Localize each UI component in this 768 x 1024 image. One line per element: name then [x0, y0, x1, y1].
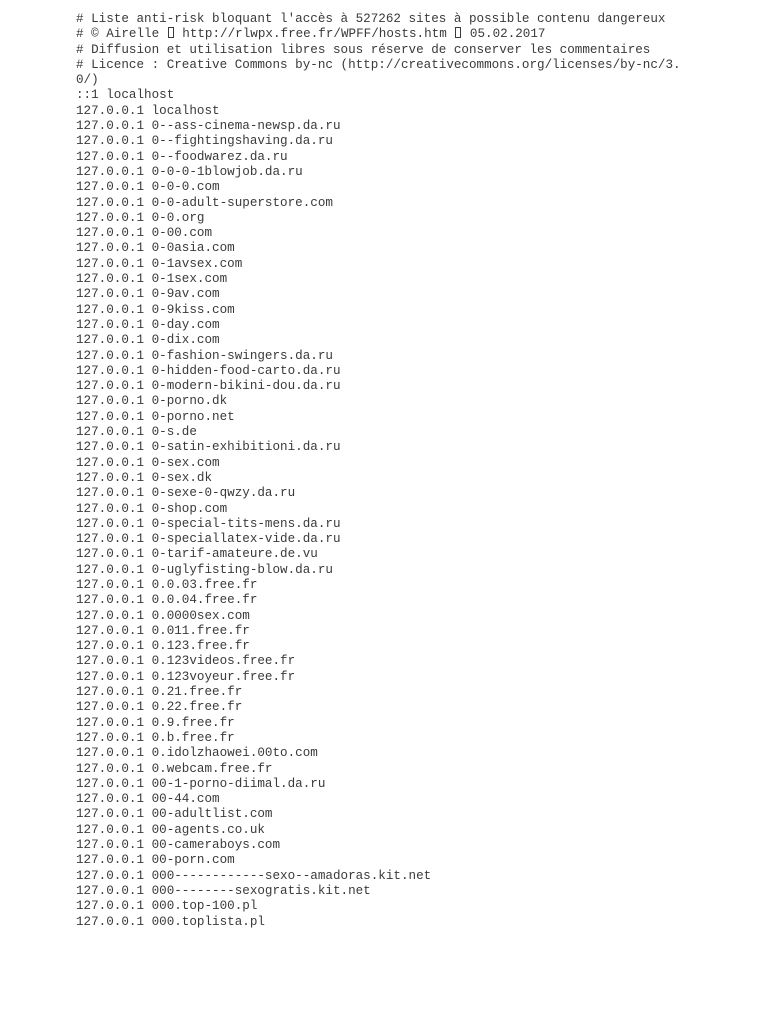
hosts-entry: 127.0.0.1 0.123voyeur.free.fr	[76, 669, 296, 684]
hosts-entry: 127.0.0.1 000.top-100.pl	[76, 899, 258, 914]
hosts-entry: 127.0.0.1 000.toplista.pl	[76, 914, 265, 929]
hosts-entry: 127.0.0.1 0-dix.com	[76, 333, 220, 348]
hosts-entry: 127.0.0.1 0-porno.net	[76, 409, 235, 424]
hosts-entry: 127.0.0.1 0-00.com	[76, 226, 213, 241]
hosts-entry: 127.0.0.1 000------------sexo--amadoras.kit.net	[76, 868, 432, 883]
hosts-entry: 127.0.0.1 00-adultlist.com	[76, 807, 273, 822]
hosts-entry: 127.0.0.1 localhost	[76, 103, 220, 118]
hosts-entry: 127.0.0.1 0--foodwarez.da.ru	[76, 149, 288, 164]
missing-glyph-icon	[168, 27, 174, 38]
hosts-entry: 127.0.0.1 0.123videos.free.fr	[76, 654, 296, 669]
hosts-entry: 127.0.0.1 00-agents.co.uk	[76, 822, 265, 837]
hosts-entry: 127.0.0.1 0.webcam.free.fr	[76, 761, 273, 776]
hosts-entry: 127.0.0.1 0-sexe-0-qwzy.da.ru	[76, 486, 296, 501]
header-line-license-cont: 0/)	[76, 73, 99, 88]
hosts-entry: 127.0.0.1 0-special-tits-mens.da.ru	[76, 516, 341, 531]
header-url: http://rlwpx.free.fr/WPFF/hosts.htm	[174, 27, 455, 42]
hosts-entry: 127.0.0.1 0-shop.com	[76, 501, 228, 516]
hosts-entry: 127.0.0.1 0-9av.com	[76, 287, 220, 302]
header-line-usage: # Diffusion et utilisation libres sous réserve de conserver les commentaires	[76, 42, 651, 57]
hosts-entry: 127.0.0.1 0-modern-bikini-dou.da.ru	[76, 379, 341, 394]
hosts-entry-list	[76, 88, 676, 929]
hosts-entry: 127.0.0.1 0.0.03.free.fr	[76, 577, 258, 592]
hosts-entry: 127.0.0.1 0.9.free.fr	[76, 715, 235, 730]
hosts-entry: 127.0.0.1 0-1avsex.com	[76, 256, 243, 271]
hosts-entry: 127.0.0.1 0-speciallatex-vide.da.ru	[76, 532, 341, 547]
hosts-entry: 127.0.0.1 0.0.04.free.fr	[76, 593, 258, 608]
hosts-entry: 127.0.0.1 0-sex.dk	[76, 470, 213, 485]
hosts-entry: 127.0.0.1 0-sex.com	[76, 455, 220, 470]
hosts-entry: 127.0.0.1 0.b.free.fr	[76, 730, 235, 745]
missing-glyph-icon	[455, 27, 461, 38]
hosts-entry: ::1 localhost	[76, 88, 175, 103]
hosts-document	[76, 12, 681, 930]
header-line-source	[76, 27, 676, 42]
hosts-entry: 127.0.0.1 000--------sexogratis.kit.net	[76, 883, 371, 898]
hosts-entry: 127.0.0.1 0-hidden-food-carto.da.ru	[76, 363, 341, 378]
hosts-entry: 127.0.0.1 0.21.free.fr	[76, 685, 243, 700]
hosts-entry: 127.0.0.1 00-porn.com	[76, 853, 235, 868]
hosts-entry: 127.0.0.1 0-porno.dk	[76, 394, 228, 409]
hosts-entry: 127.0.0.1 0-fashion-swingers.da.ru	[76, 348, 333, 363]
hosts-entry: 127.0.0.1 0-1sex.com	[76, 272, 228, 287]
header-author: # © Airelle	[76, 27, 167, 42]
hosts-entry: 127.0.0.1 0-0asia.com	[76, 241, 235, 256]
hosts-entry: 127.0.0.1 0.011.free.fr	[76, 623, 250, 638]
hosts-entry: 127.0.0.1 0--ass-cinema-newsp.da.ru	[76, 119, 341, 134]
hosts-entry: 127.0.0.1 0.123.free.fr	[76, 639, 250, 654]
hosts-entry: 127.0.0.1 0-uglyfisting-blow.da.ru	[76, 562, 333, 577]
hosts-entry: 127.0.0.1 0-s.de	[76, 425, 197, 440]
header-line-license: # Licence : Creative Commons by-nc (http://creativecommons.org/licenses/by-nc/3.	[76, 57, 681, 72]
hosts-entry: 127.0.0.1 00-cameraboys.com	[76, 838, 281, 853]
hosts-entry: 127.0.0.1 0.0000sex.com	[76, 608, 250, 623]
hosts-entry: 127.0.0.1 00-1-porno-diimal.da.ru	[76, 776, 326, 791]
hosts-entry: 127.0.0.1 0-9kiss.com	[76, 302, 235, 317]
hosts-entry: 127.0.0.1 0-0-0-1blowjob.da.ru	[76, 164, 303, 179]
header-date: 05.02.2017	[462, 27, 546, 42]
hosts-entry: 127.0.0.1 0.22.free.fr	[76, 700, 243, 715]
hosts-entry: 127.0.0.1 0-day.com	[76, 317, 220, 332]
hosts-entry: 127.0.0.1 0-0-adult-superstore.com	[76, 195, 333, 210]
hosts-entry: 127.0.0.1 0-tarif-amateure.de.vu	[76, 547, 318, 562]
hosts-entry: 127.0.0.1 00-44.com	[76, 792, 220, 807]
hosts-entry: 127.0.0.1 0-0.org	[76, 210, 205, 225]
header-line-title: # Liste anti-risk bloquant l'accès à 527262 sites à possible contenu dangereux	[76, 12, 666, 26]
hosts-entry: 127.0.0.1 0.idolzhaowei.00to.com	[76, 746, 318, 761]
hosts-entry: 127.0.0.1 0--fightingshaving.da.ru	[76, 134, 333, 149]
hosts-entry: 127.0.0.1 0-satin-exhibitioni.da.ru	[76, 440, 341, 455]
hosts-entry: 127.0.0.1 0-0-0.com	[76, 180, 220, 195]
